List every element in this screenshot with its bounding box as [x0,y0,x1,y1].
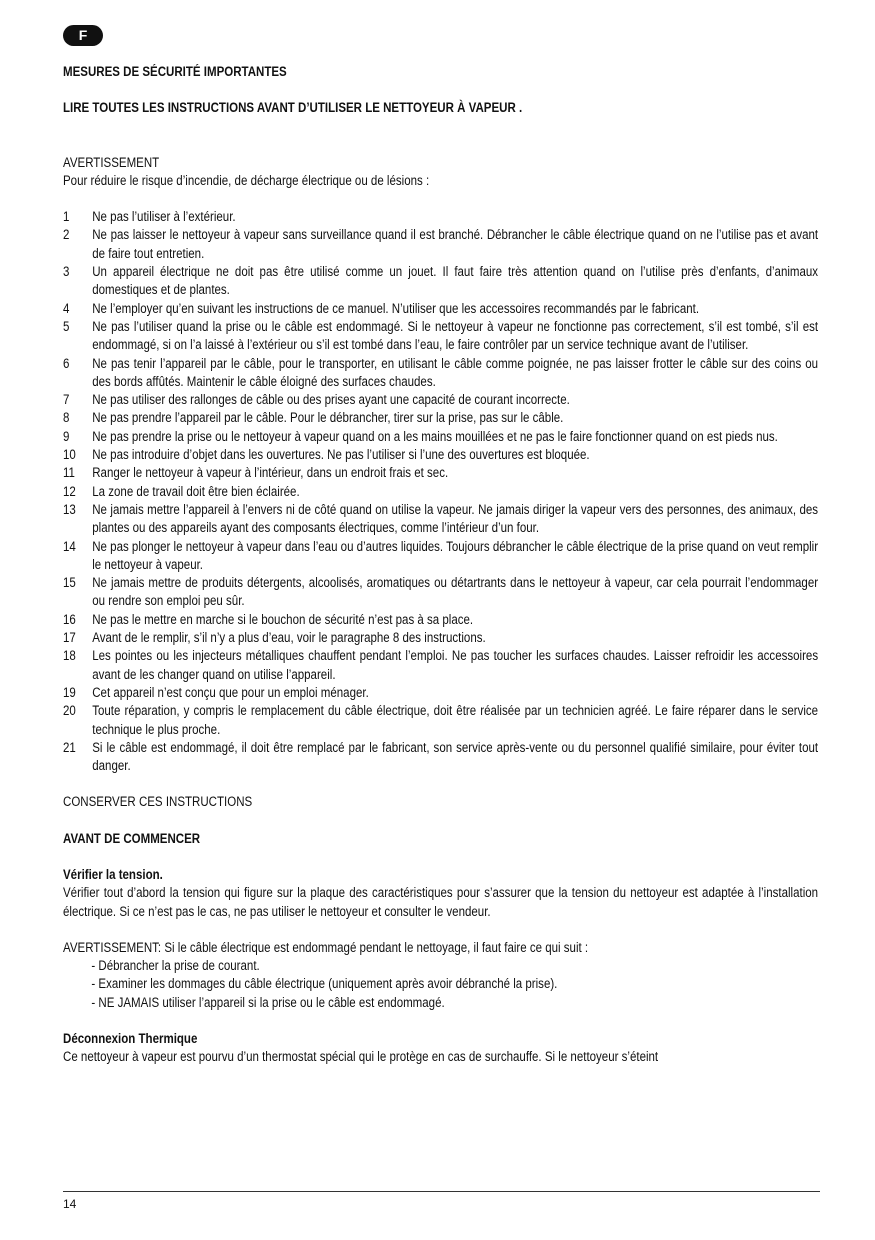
page-number: 14 [63,1197,77,1211]
safety-rule-item [63,483,818,501]
rule-text: Si le câble est endommagé, il doit être remplacé par le fabricant, son service après-vente ou du personnel qualifié similaire, pour éviter tout danger. [92,739,819,774]
rule-text: Toute réparation, y compris le remplacement du câble électrique, doit être réalisée par un technicien agréé. Le faire réparer dans le service technique le plus proche. [92,703,819,737]
safety-rule-item [63,739,818,776]
rule-text: Ranger le nettoyeur à vapeur à l’intérieur, dans un endroit frais et sec. [92,465,449,481]
rule-text: Cet appareil n’est conçu que pour un emploi ménager. [92,684,369,700]
safety-rule-item [63,318,818,355]
safety-rule-item [63,702,818,739]
rule-text: Ne pas plonger le nettoyeur à vapeur dans l’eau ou d’autres liquides. Toujours débrancher le câble électrique de la prise quand on veut remplir le nettoyeur à vapeur. [92,538,819,572]
safety-rule-item [63,428,818,446]
rule-number: 10 [63,447,76,463]
rule-text: Ne pas le mettre en marche si le bouchon de sécurité n’est pas à sa place. [92,611,474,627]
rule-number: 2 [63,227,70,243]
safety-rule-item [63,574,818,611]
rule-number: 3 [63,264,70,280]
cable-step: - Examiner les dommages du câble électrique (uniquement après avoir débranché la prise). [91,976,558,992]
rule-number: 4 [63,300,70,316]
safety-rule-item [63,409,818,427]
safety-rule-item [63,611,818,629]
rule-text: Un appareil électrique ne doit pas être utilisé comme un jouet. Il faut faire très attention quand on l’utilise près d’enfants, d’animaux domestiques et de plantes. [92,264,819,298]
safety-heading: MESURES DE SÉCURITÉ IMPORTANTES [63,64,287,79]
rule-number: 11 [63,465,75,481]
rule-number: 1 [63,209,70,225]
cable-step: - Débrancher la prise de courant. [91,958,260,974]
rule-number: 21 [63,739,76,755]
rule-text: Ne pas utiliser des rallonges de câble ou des prises ayant une capacité de courant incorrecte. [92,392,570,408]
safety-rule-item [63,208,818,226]
rule-text: Ne pas prendre la prise ou le nettoyeur à vapeur quand on a les mains mouillées et ne pas le faire fonctionner quand on est pieds nus. [92,428,778,444]
rule-number: 12 [63,483,76,499]
safety-rule-item [63,355,818,392]
rule-text: Ne pas tenir l’appareil par le câble, pour le transporter, en utilisant le câble comme poignée, ne pas laisser frotter le câble sur des coins ou des bords affûtés. Maintenir le câble éloigné des surfaces chaudes. [92,355,819,389]
cable-warning: AVERTISSEMENT: Si le câble électrique est endommagé pendant le nettoyage, il faut faire ce qui suit : [63,939,589,955]
voltage-text: Vérifier tout d’abord la tension qui figure sur la plaque des caractéristiques pour s’assurer que la tension du nettoyeur est adaptée à l’installation électrique. Si ce n’est pas le cas, ne pas utiliser le nettoyeur et consulter le vendeur. [63,885,819,919]
rule-number: 6 [63,355,70,371]
safety-rule-item [63,538,818,575]
safety-rule-item [63,226,818,263]
safety-rule-item [63,629,818,647]
safety-rule-item [63,464,818,482]
cable-step: - NE JAMAIS utiliser l’appareil si la prise ou le câble est endommagé. [91,994,445,1010]
before-start-heading: AVANT DE COMMENCER [63,830,201,846]
warning-title: AVERTISSEMENT [63,154,160,170]
safety-rule-item [63,501,818,538]
footer-divider [63,1191,820,1192]
rule-text: Ne pas l’utiliser quand la prise ou le câble est endommagé. Si le nettoyeur à vapeur ne fonctionne pas correctement, s’il est tombé, s’il est endommagé, si on l’a laissé à l’extérieur ou s’il est tombé dans l’eau, le faire contrôler par un service technique avant de l’utiliser. [92,318,819,353]
rule-text: Ne pas introduire d’objet dans les ouvertures. Ne pas l’utiliser si l’une des ouvertures est bloquée. [92,447,590,463]
rule-number: 9 [63,428,70,444]
rule-text: Ne pas l’utiliser à l’extérieur. [92,209,236,225]
safety-rule-item [63,647,818,684]
rule-text: Les pointes ou les injecteurs métalliques chauffent pendant l’emploi. Ne pas toucher les surfaces chaudes. Laisser refroidir les accessoires avant de les changer quand on utilise l’appareil. [92,648,819,682]
language-badge: F [63,25,103,46]
rule-number: 19 [63,684,76,700]
rule-number: 7 [63,392,70,408]
rule-text: Avant de le remplir, s’il n’y a plus d’eau, voir le paragraphe 8 des instructions. [92,630,486,646]
keep-instructions: CONSERVER CES INSTRUCTIONS [63,794,253,810]
thermal-title: Déconnexion Thermique [63,1031,198,1047]
rule-number: 16 [63,611,76,627]
rule-text: Ne pas laisser le nettoyeur à vapeur sans surveillance quand il est branché. Débrancher le câble électrique quand on ne l’utilise pas et avant de faire tout entretien. [92,227,819,261]
rule-number: 8 [63,410,70,426]
safety-rule-item [63,684,818,702]
thermal-text: Ce nettoyeur à vapeur est pourvu d’un thermostat spécial qui le protège en cas de surchauffe. Si le nettoyeur s’éteint [63,1049,659,1065]
voltage-title: Vérifier la tension. [63,866,163,882]
safety-rule-item [63,391,818,409]
safety-rule-item [63,263,818,300]
rule-number: 17 [63,630,76,646]
rule-text: Ne jamais mettre l’appareil à l’envers ni de côté quand on utilise la vapeur. Ne jamais diriger la vapeur vers des personnes, des animaux, des plantes ou des appareils ayant des composants électriques, comme l’intérieur d’un four. [92,501,819,536]
rule-text: La zone de travail doit être bien éclairée. [92,483,300,499]
rule-number: 14 [63,538,76,554]
read-instructions-heading: LIRE TOUTES LES INSTRUCTIONS AVANT D’UTILISER LE NETTOYEUR À VAPEUR . [63,100,523,116]
rule-number: 18 [63,648,76,664]
safety-rule-item [63,300,818,318]
rule-text: Ne pas prendre l’appareil par le câble. Pour le débrancher, tirer sur la prise, pas sur le câble. [92,410,564,426]
safety-rule-item [63,446,818,464]
cable-steps [63,957,818,1012]
rule-text: Ne l’employer qu’en suivant les instructions de ce manuel. N’utiliser que les accessoires recommandés par le fabricant. [92,300,700,316]
rule-number: 20 [63,703,76,719]
safety-rules-list [63,208,818,775]
page-content [63,63,819,1067]
rule-text: Ne jamais mettre de produits détergents, alcoolisés, aromatiques ou détartrants dans le nettoyeur à vapeur, car cela pourrait l’endommager ou rendre son emploi peu sûr. [92,575,819,609]
rule-number: 13 [63,501,76,517]
warning-intro: Pour réduire le risque d’incendie, de décharge électrique ou de lésions : [63,172,430,188]
rule-number: 15 [63,575,76,591]
rule-number: 5 [63,318,70,334]
